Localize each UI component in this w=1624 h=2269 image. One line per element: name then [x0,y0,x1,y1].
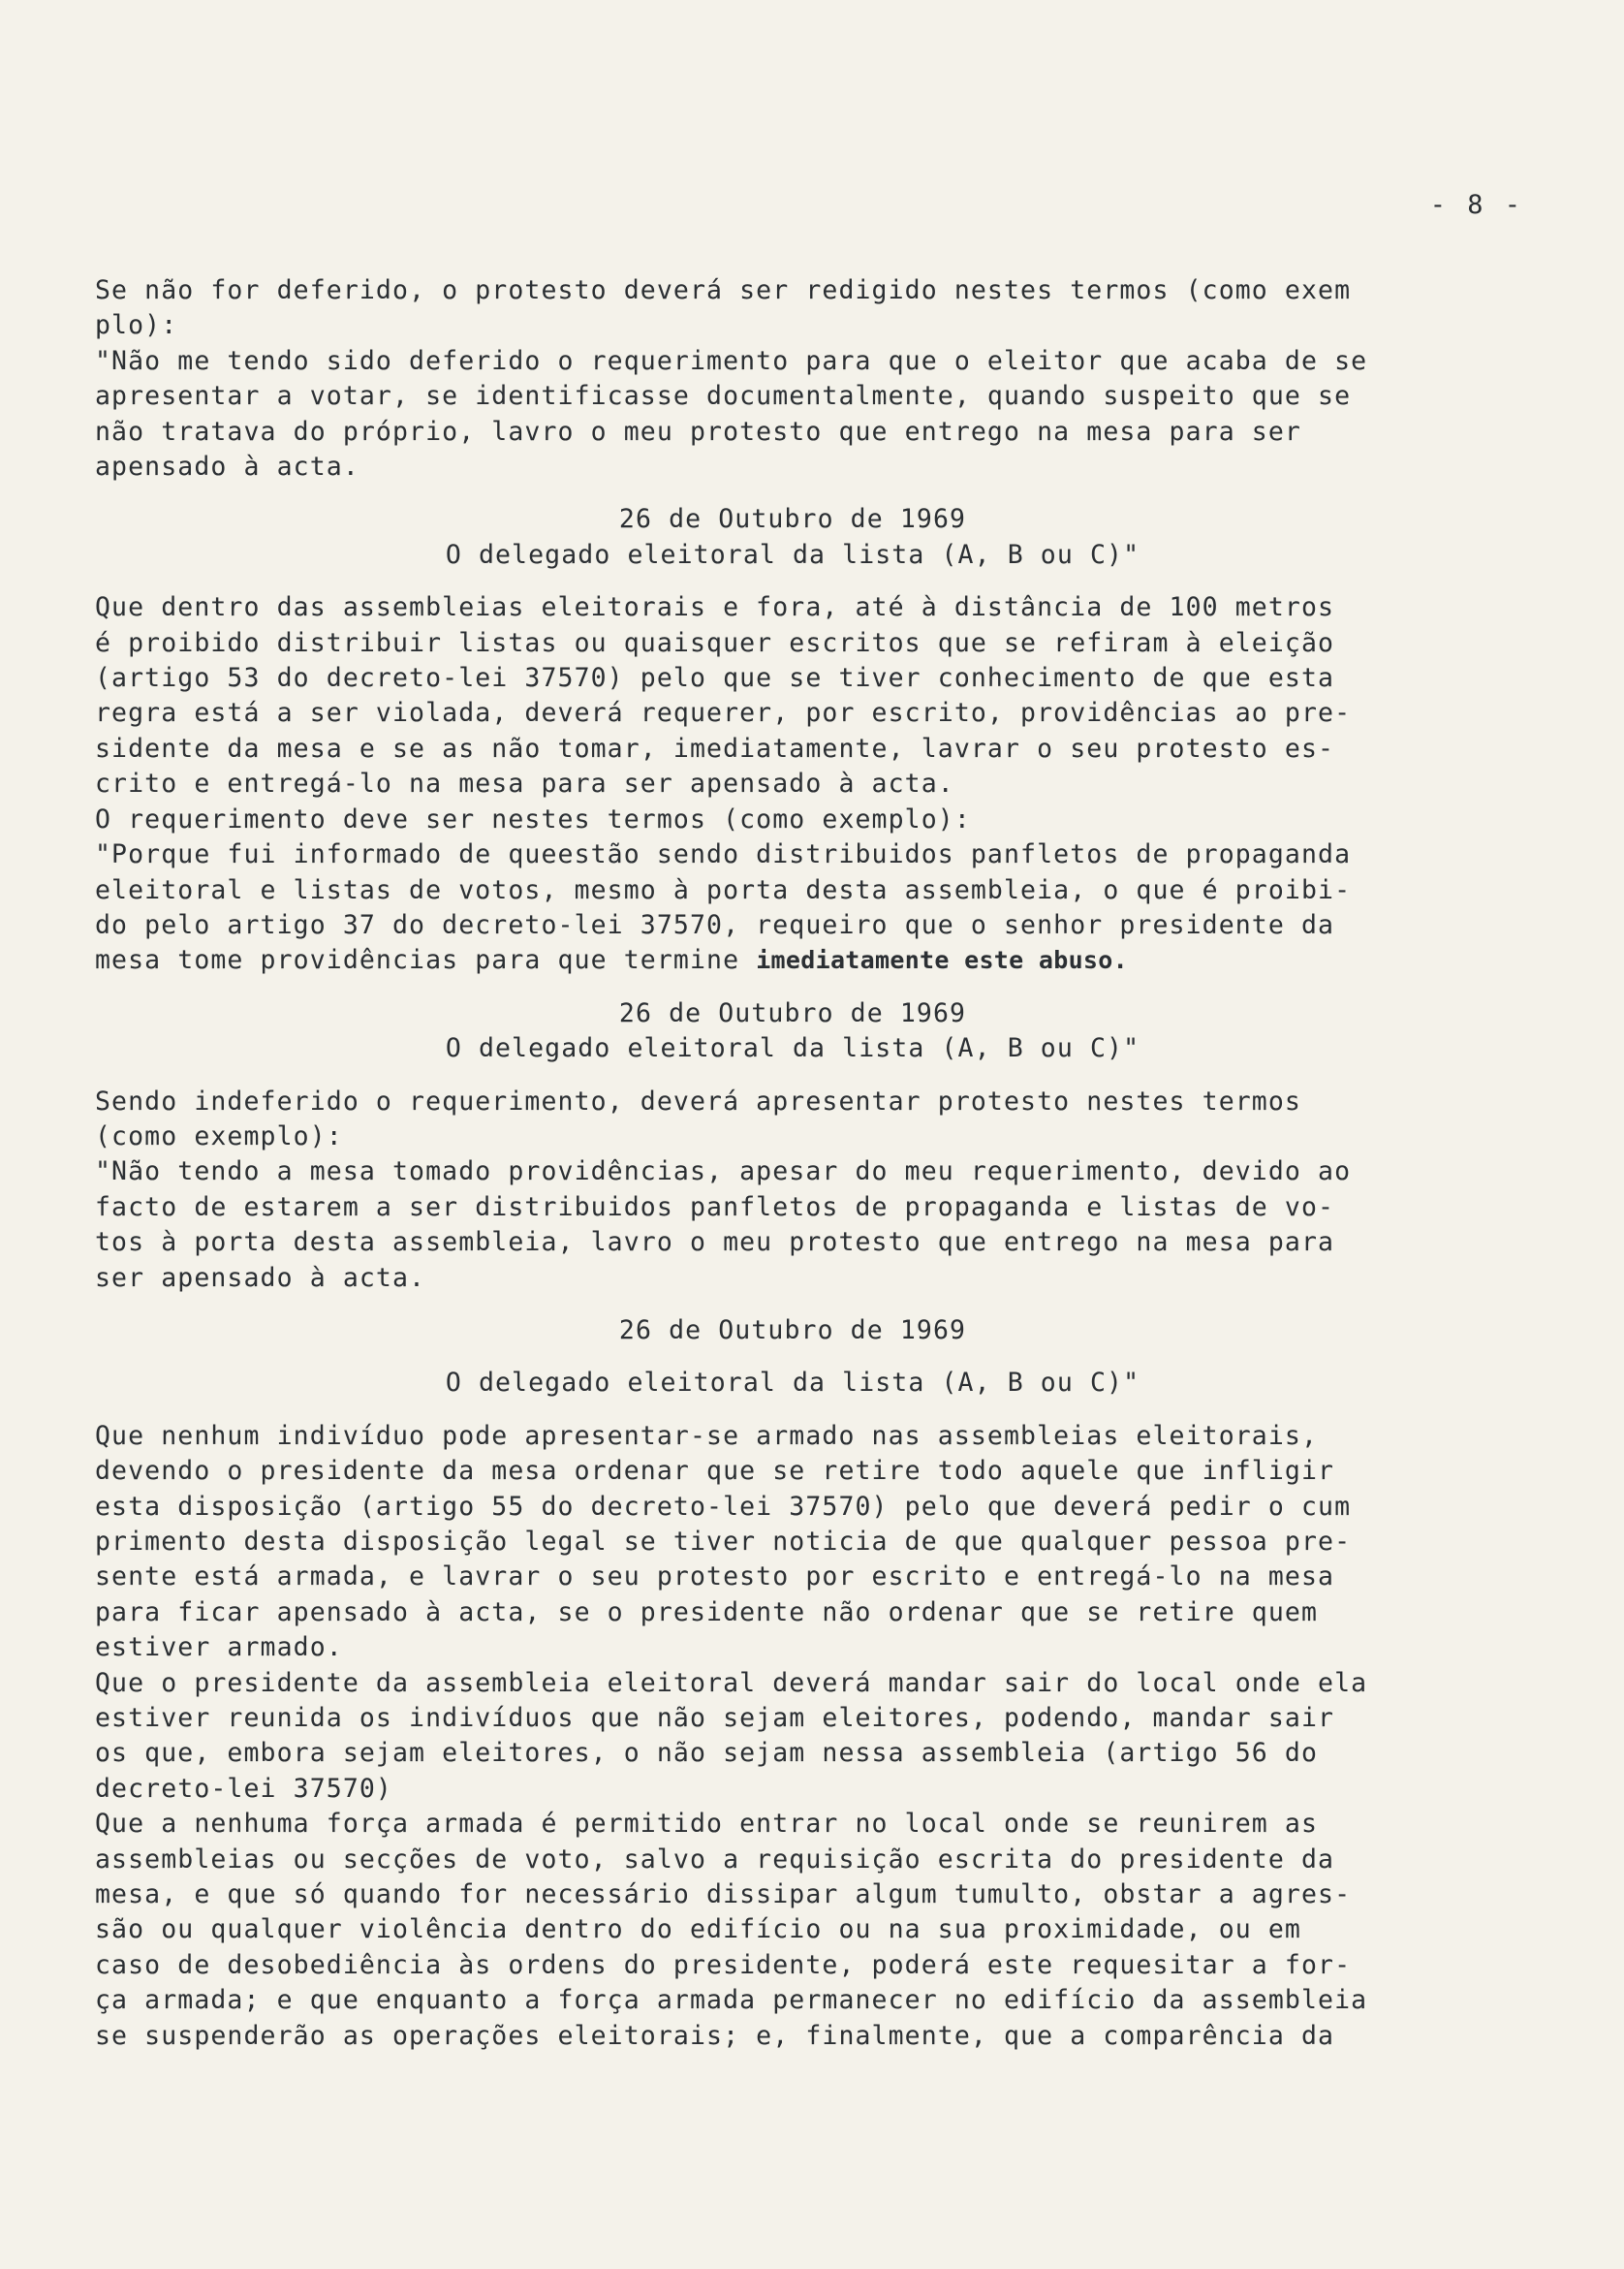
signature-line: 26 de Outubro de 1969 [618,997,967,1028]
text-line: estiver armado. [95,1632,343,1663]
text-line: ser apensado à acta. [95,1262,426,1293]
spacer [95,1067,1548,1085]
text-line: Que a nenhuma força armada é permitido entrar no local onde se reunirem as [95,1809,1319,1840]
text-line: facto de estarem a ser distribuidos panfletos de propaganda e listas de vo- [95,1191,1335,1222]
text-line: se suspenderão as operações eleitorais; e, finalmente, que a comparência da [95,2020,1335,2051]
text-line: "Não tendo a mesa tomado providências, apesar do meu requerimento, devido ao [95,1156,1352,1187]
text-line: Sendo indeferido o requerimento, deverá apresentar protesto nestes termos [95,1086,1301,1117]
text-line [95,943,1548,978]
text-line: apensado à acta. [95,452,359,483]
text-line: esta disposição (artigo 55 do decreto-lei 37570) pelo que deverá pedir o cum [95,1491,1352,1522]
text-segment: mesa tome providências para que termine [95,945,757,976]
text-line: Que nenhum indivíduo pode apresentar-se armado nas assembleias eleitorais, [95,1420,1319,1451]
text-line: para ficar apensado à acta, se o presidente não ordenar que se retire quem [95,1596,1319,1627]
paragraph [95,1085,1548,1296]
paragraph [95,1419,1548,2054]
text-line: do pelo artigo 37 do decreto-lei 37570, requeiro que o senhor presidente da [95,909,1335,940]
text-line: caso de desobediência às ordens do presidente, poderá este requesitar a for- [95,1949,1352,1980]
text-line: os que, embora sejam eleitores, o não sejam nessa assembleia (artigo 56 do [95,1738,1319,1769]
text-line: não tratava do próprio, lavro o meu protesto que entrego na mesa para ser [95,416,1301,447]
paragraph [95,943,1548,978]
document-body [95,273,1548,2054]
text-line: são ou qualquer violência dentro do edifício ou na sua proximidade, ou em [95,1914,1301,1945]
bold-text-segment: imediatamente este abuso. [756,946,1128,975]
signature-line: 26 de Outubro de 1969 [618,504,967,535]
text-line: assembleias ou secções de voto, salvo a requisição escrita do presidente da [95,1844,1335,1875]
spacer [95,979,1548,996]
spacer [95,1296,1548,1313]
text-line: é proibido distribuir listas ou quaisquer escritos que se refiram à eleição [95,627,1335,658]
text-line: mesa, e que só quando for necessário dissipar algum tumulto, obstar a agres- [95,1879,1352,1910]
spacer [95,1348,1548,1366]
text-line: "Porque fui informado de queestão sendo distribuidos panfletos de propaganda [95,839,1352,870]
text-line: eleitoral e listas de votos, mesmo à porta desta assembleia, o que é proibi- [95,874,1352,905]
text-line: Se não for deferido, o protesto deverá ser redigido nestes termos (como exem [95,275,1352,305]
text-line: regra está a ser violada, deverá requerer, por escrito, providências ao pre- [95,698,1352,729]
signature-block [95,1366,1548,1401]
text-line: (como exemplo): [95,1120,343,1151]
text-line: estiver reunida os indivíduos que não sejam eleitores, podendo, mandar sair [95,1703,1335,1734]
text-line: apresentar a votar, se identificasse documentalmente, quando suspeito que se [95,381,1352,412]
spacer [95,573,1548,590]
text-line: O requerimento deve ser nestes termos (como exemplo): [95,804,971,835]
paragraph [95,273,1548,485]
signature-line: O delegado eleitoral da lista (A, B ou C)" [445,539,1140,570]
text-line: (artigo 53 do decreto-lei 37570) pelo que se tiver conhecimento de que esta [95,663,1335,694]
signature-block [95,1313,1548,1348]
signature-line: O delegado eleitoral da lista (A, B ou C)" [445,1368,1140,1399]
text-line: Que o presidente da assembleia eleitoral deverá mandar sair do local onde ela [95,1667,1368,1698]
text-line: ça armada; e que enquanto a força armada permanecer no edifício da assembleia [95,1985,1368,2016]
text-line: plo): [95,310,178,341]
spacer [95,485,1548,502]
signature-block [95,996,1548,1067]
spacer [95,1402,1548,1419]
text-line: sente está armada, e lavrar o seu protesto por escrito e entregá-lo na mesa [95,1561,1335,1592]
signature-line: 26 de Outubro de 1969 [618,1314,967,1345]
text-line: sidente da mesa e se as não tomar, imediatamente, lavrar o seu protesto es- [95,733,1335,764]
text-line: "Não me tendo sido deferido o requerimento para que o eleitor que acaba de se [95,345,1368,376]
page-number: - 8 - [1429,190,1523,220]
paragraph [95,590,1548,943]
text-line: primento desta disposição legal se tiver noticia de que qualquer pessoa pre- [95,1527,1352,1557]
text-line: Que dentro das assembleias eleitorais e fora, até à distância de 100 metros [95,592,1335,623]
signature-block [95,502,1548,573]
text-line: devendo o presidente da mesa ordenar que se retire todo aquele que infligir [95,1456,1335,1487]
text-line: tos à porta desta assembleia, lavro o meu protesto que entrego na mesa para [95,1227,1335,1258]
signature-line: O delegado eleitoral da lista (A, B ou C)" [445,1033,1140,1064]
text-line: decreto-lei 37570) [95,1773,392,1804]
text-line: crito e entregá-lo na mesa para ser apensado à acta. [95,769,954,800]
